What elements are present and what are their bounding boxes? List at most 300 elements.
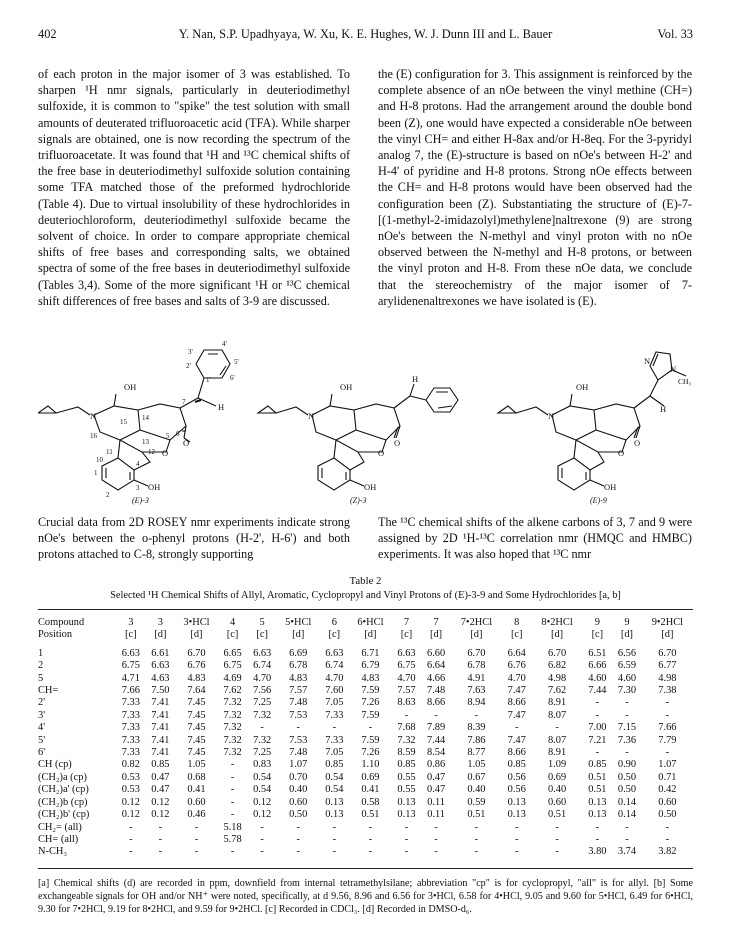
table-cell: 8.07 <box>547 709 567 721</box>
table-cell: 6.71 <box>361 647 380 659</box>
table-cell: 0.85 <box>325 759 344 771</box>
table-cell: 0.14 <box>617 809 637 821</box>
table-cell: 7.45 <box>187 722 206 734</box>
table-cell: 7.48 <box>289 747 308 759</box>
table-cell: [d] <box>550 629 564 641</box>
table-cell: 0.83 <box>253 759 272 771</box>
table-cell: - <box>515 722 519 734</box>
table-cell: 7.47 <box>507 734 526 746</box>
table-cell: 6.66 <box>588 660 607 672</box>
svg-text:1: 1 <box>94 469 98 477</box>
table-cell: 6.70 <box>467 647 486 659</box>
table-cell: 7.38 <box>658 685 677 697</box>
svg-text:5': 5' <box>234 358 239 366</box>
structure-e3 <box>38 350 230 490</box>
table-cell: 0.69 <box>361 771 380 783</box>
row-label: 4' <box>38 722 46 734</box>
row-label: (CH₂)b (cp) <box>38 796 88 808</box>
table-cell: - <box>555 846 559 858</box>
table-cell: 7 <box>403 617 410 628</box>
table-cell: 6.65 <box>223 647 242 659</box>
table-cell: 7.63 <box>467 685 486 697</box>
table-cell: - <box>555 821 559 833</box>
atom-h-e3: H <box>218 402 225 412</box>
table-cell: 7.59 <box>361 685 380 697</box>
table-cell: 7.45 <box>187 697 206 709</box>
table-cell: 0.56 <box>507 784 526 796</box>
table-cell: 0.12 <box>151 809 170 821</box>
table-cell: 8.66 <box>507 697 526 709</box>
table-cell: - <box>332 722 337 734</box>
table-cell: 0.42 <box>658 784 677 796</box>
table-row <box>38 809 693 821</box>
table-cell: 0.46 <box>187 809 206 821</box>
table-cell: 8.39 <box>467 722 486 734</box>
table-cell: 0.14 <box>617 796 637 808</box>
table-cell: 4.70 <box>507 672 526 684</box>
table-cell: 0.82 <box>121 759 140 771</box>
table-row <box>38 697 693 709</box>
table-cell: 0.12 <box>151 796 170 808</box>
table-cell: - <box>230 796 235 808</box>
table-cell: 0.51 <box>588 784 607 796</box>
table-row <box>38 685 693 697</box>
table-row <box>38 735 693 747</box>
table-cell: 7.47 <box>507 709 526 721</box>
table-cell: 6.64 <box>427 660 446 672</box>
table-cell: - <box>474 833 479 845</box>
table-cell: 6.63 <box>253 647 272 659</box>
atom-oh2-z3: OH <box>364 482 377 492</box>
atom-o-e9: O <box>618 448 625 458</box>
atom-oh2-e3: OH <box>148 482 161 492</box>
table-cell: 7.62 <box>547 685 567 697</box>
table-row <box>38 673 693 685</box>
table-cell: 7.05 <box>325 697 344 709</box>
table-cell: - <box>158 846 163 858</box>
table-cell: - <box>434 821 438 833</box>
table-cell: 8.63 <box>397 697 416 709</box>
table-cell: 7 <box>433 617 439 628</box>
table-cell: 7.33 <box>121 734 140 746</box>
atom-oh2-e9: OH <box>604 482 617 492</box>
table-cell: 6.78 <box>467 660 486 672</box>
atom-h-z3: H <box>412 374 419 384</box>
table-cell: - <box>230 759 235 771</box>
table-cell: 6.61 <box>151 647 170 659</box>
table-cell: 7.26 <box>361 747 380 759</box>
table-cell: 8.77 <box>467 747 486 759</box>
table-cell: - <box>332 833 337 845</box>
atom-o-e3: O <box>162 448 169 458</box>
label-z3: (Z)-3 <box>350 496 367 505</box>
svg-text:6: 6 <box>176 430 180 438</box>
atom-n-e9: N <box>548 411 555 421</box>
table-cell: - <box>296 821 300 833</box>
table-cell: 7.57 <box>397 685 416 697</box>
atom-oh-e3: OH <box>124 382 137 392</box>
table-cell: 0.51 <box>467 809 486 821</box>
table-cell: - <box>474 846 479 858</box>
table-cell: 7.45 <box>187 747 206 759</box>
table-cell: 1.05 <box>187 759 206 771</box>
atom-keto-o-e9: O <box>634 438 641 448</box>
table-cell: 0.12 <box>253 809 272 821</box>
table-cell: 4 <box>229 617 236 628</box>
table-cell: 7.33 <box>121 722 140 734</box>
table-cell: 0.11 <box>427 809 445 821</box>
table-cell: 7•2HCl <box>460 617 493 628</box>
table-cell: 4.70 <box>253 672 272 684</box>
table-cell: [d] <box>190 629 203 641</box>
body-text-right: the (E) configuration for 3. This assignment is reinforced by the complete absence of an nOe between the vinyl methine (CH=) and H-8 protons. Had the arrangement around the double bond been (Z), one would have expected a considerable nOe between the vinyl CH= and either H-8ax and/or H-8eq. For the 3-pyridyl analog 7, the (E)-structure is based on nOe's between H-2' and H-4' of pyridine and H-8 protons. Strong nOe effects between the CH= and H-8 protons would have been observed had the configuration been (Z). Substantiating the structure of (E)-7-[(1-methyl-2-imidazolyl)methylene]naltrexone (9) are strong nOe's between the N-methyl and vinyl proton with no nOe observed between the N-methyl and H-8 protons, or between the vinyl proton and H-8. From these nOe data, we conclude that the stereochemistry of the major isomer of 7-arylidenenaltrexones we have isolated is (E). <box>378 67 692 308</box>
table-cell: 6.76 <box>187 660 206 672</box>
table-cell: 3.82 <box>658 846 677 858</box>
table-cell: 0.54 <box>325 771 344 783</box>
table-cell: 7.33 <box>325 709 344 721</box>
table-cell: 7.00 <box>588 722 607 734</box>
table-cell: - <box>260 821 264 833</box>
table-cell: 4.70 <box>397 672 416 684</box>
table-cell: 0.70 <box>289 771 308 783</box>
table-cell: 8.54 <box>427 747 446 759</box>
table-cell: 0.13 <box>325 809 344 821</box>
body-text-left-2: Crucial data from 2D ROSEY nmr experiments indicate strong nOe's between the o-phenyl protons (H-2', H-6') and both protons attached to C-8, strongly supporting <box>38 515 350 562</box>
table-cell: 7.68 <box>397 722 416 734</box>
table-cell: 0.12 <box>121 809 140 821</box>
table-cell: 8.91 <box>547 697 567 709</box>
table-cell: - <box>230 784 235 796</box>
table-cell: 0.47 <box>427 771 446 783</box>
table-cell: 0.51 <box>547 809 567 821</box>
atom-oh-z3: OH <box>340 382 353 392</box>
table-cell: - <box>474 821 479 833</box>
atom-o-z3: O <box>378 448 385 458</box>
table-cell: 0.53 <box>121 771 140 783</box>
table-cell: 6.74 <box>325 660 344 672</box>
table-cell: 0.85 <box>588 759 607 771</box>
table-cell: - <box>194 833 199 845</box>
table-cell: [d] <box>364 629 377 641</box>
table-cell: 7.56 <box>253 685 272 697</box>
atom-oh-e9: OH <box>576 382 589 392</box>
svg-text:6': 6' <box>230 374 235 382</box>
table-cell: 7.32 <box>397 734 416 746</box>
table-cell: 0.50 <box>658 809 677 821</box>
atom-n-imidazole-top: N <box>644 356 651 366</box>
table-cell: 0.69 <box>547 771 567 783</box>
running-header <box>38 27 693 43</box>
table-cell: 0.50 <box>289 809 308 821</box>
atom-keto-o-z3: O <box>394 438 401 448</box>
table-cell: - <box>665 709 670 721</box>
table-cell: 7.47 <box>507 685 526 697</box>
table-cell: - <box>595 833 600 845</box>
table-cell: - <box>129 846 133 858</box>
table-row <box>38 648 693 660</box>
row-label: 2 <box>38 660 44 672</box>
table-cell: 7.26 <box>361 697 380 709</box>
table-footnote: [a] Chemical shifts (d) are recorded in ppm, downfield from internal tetramethylsilane; abbreviation "cp" is for cyclopropyl, "all" is for allyl. [b] Some exchangeable signals for OH and/or NH⁺ were noted, specifically, at d 9.56, 8.96 and 6.56 for 3•HCl, 6.58 for 4•HCl, 9.05 and 9.60 for 5•HCl, 6.49 for 6•HCl, 9.30 for 7•2HCl, 9.19 for 8•2HCl, and 9.59 for 9•2HCl. [c] Recorded in CDCl₃. [d] Recorded in DMSO-d₆. <box>38 878 693 915</box>
row-label: CH₂= (all) <box>38 821 82 833</box>
table-subtitle: Selected ¹H Chemical Shifts of Allyl, Aromatic, Cyclopropyl and Vinyl Protons of (E)-3-9 and Some Hydrochlorides [a, b] <box>110 590 621 601</box>
table-cell: 3.74 <box>617 846 637 858</box>
table-cell: 0.50 <box>617 771 637 783</box>
table-cell: - <box>404 709 409 721</box>
table-cell: 0.12 <box>253 796 272 808</box>
table-cell: 7.32 <box>223 709 242 721</box>
svg-text:16: 16 <box>90 432 97 440</box>
table-cell: 0.85 <box>397 759 416 771</box>
table-cell: - <box>625 747 629 759</box>
table-cell: 6.70 <box>187 647 206 659</box>
table-row <box>38 784 693 796</box>
table-cell: 8.66 <box>507 747 526 759</box>
table-cell: 0.13 <box>397 796 416 808</box>
table-cell: 0.13 <box>507 796 526 808</box>
table-cell: - <box>625 833 629 845</box>
table-cell: 7.41 <box>151 722 170 734</box>
table-cell: [c] <box>591 629 604 641</box>
table-cell: 6.63 <box>151 660 170 672</box>
svg-text:1': 1' <box>206 376 211 384</box>
body-text-left: of each proton in the major isomer of 3 was established. To sharpen ¹H nmr signals, particularly in deuteriodimethyl sulfoxide, it is common to "spike" the test solution with small amounts of deuterated trifluoroacetic acid (TFA). While sharper signals are obtained, one is now recording the spectrum of the trifluoroacetate. It was found that ¹H and ¹³C chemical shifts of the free base in deuteriodimethyl sulfoxide solution containing some TFA matched those of the preformed hydrochloride (Table 4). Due to virtual insolubility of these hydrochlorides in deuteriochloroform, deuteriodimethyl sulfoxide became the solvent of choice. In order to compare appropriate chemical shifts of free bases and corresponding salts, we obtained spectra of some of the free bases in deuteriodimethyl sulfoxide (Tables 3,4). Some of the more significant ¹H or ¹³C chemical shift differences of free bases and salts of 3-9 are discussed. <box>38 67 350 308</box>
table-cell: 3•HCl <box>183 617 210 628</box>
table-cell: 5 <box>259 617 265 628</box>
table-cell: - <box>332 821 337 833</box>
svg-text:15: 15 <box>120 418 127 426</box>
table-cell: 0.55 <box>397 784 416 796</box>
table-cell: 6.63 <box>121 647 140 659</box>
svg-text:4: 4 <box>136 460 140 468</box>
table-cell: 7.53 <box>289 734 308 746</box>
page-number: 402 <box>38 27 57 41</box>
table-cell: - <box>665 821 670 833</box>
table-cell: - <box>129 833 133 845</box>
table-cell: 8 <box>514 617 520 628</box>
table-cell: 7.57 <box>289 685 308 697</box>
table-cell: 9•2HCl <box>651 617 684 628</box>
row-label: 6' <box>38 747 46 759</box>
table-cell: 0.85 <box>151 759 170 771</box>
table-cell: 6.70 <box>547 647 567 659</box>
table-cell: 5•HCl <box>285 617 312 628</box>
table-cell: - <box>368 833 373 845</box>
table-cell: 7.62 <box>223 685 242 697</box>
table-cell: - <box>368 722 373 734</box>
table-cell: 7.45 <box>187 734 206 746</box>
table-cell: 0.11 <box>427 796 445 808</box>
table-cell: 0.40 <box>289 784 308 796</box>
table-row <box>38 797 693 809</box>
row-label: CH= <box>38 685 59 697</box>
running-authors: Y. Nan, S.P. Upadhyaya, W. Xu, K. E. Hughes, W. J. Dunn III and L. Bauer <box>178 27 553 41</box>
table-row <box>38 834 693 846</box>
table-cell: 5.18 <box>223 821 242 833</box>
table-cell: 0.41 <box>187 784 206 796</box>
table-cell: 6 <box>331 617 337 628</box>
table-cell: 0.60 <box>289 796 308 808</box>
table-cell: 0.51 <box>588 771 607 783</box>
atom-keto-o-e3: O <box>183 438 190 448</box>
table-cell: 4.69 <box>223 672 242 684</box>
table-cell: 0.58 <box>361 796 380 808</box>
table-cell: 9 <box>624 617 630 628</box>
table-cell: 4.83 <box>361 672 380 684</box>
table-cell: 7.89 <box>427 722 446 734</box>
table-cell: - <box>434 709 438 721</box>
table-cell: 9 <box>594 617 600 628</box>
table-cell: 5.78 <box>223 833 242 845</box>
table-cell: 7.05 <box>325 747 344 759</box>
table-cell: 6.76 <box>507 660 526 672</box>
table-cell: 7.33 <box>121 697 140 709</box>
table-cell: [d] <box>470 629 483 641</box>
row-label: 2' <box>38 697 46 709</box>
table-title: Table 2 <box>349 575 382 587</box>
table-cell: 3 <box>157 617 163 628</box>
table-cell: 0.53 <box>121 784 140 796</box>
table-cell: 4.70 <box>325 672 344 684</box>
table-cell: 8.91 <box>547 747 567 759</box>
chemical-structures <box>38 340 693 505</box>
table-cell: 7.79 <box>658 734 677 746</box>
table-cell: 3.80 <box>588 846 607 858</box>
table-cell: 4.98 <box>547 672 567 684</box>
atom-n-e3: N <box>90 411 97 421</box>
table-cell: 7.32 <box>253 734 272 746</box>
table-cell: [c] <box>226 629 239 641</box>
table-cell: - <box>515 846 519 858</box>
table-cell: - <box>665 747 670 759</box>
table-cell: 0.56 <box>507 771 526 783</box>
table-cell: 7.25 <box>253 697 272 709</box>
table-cell: - <box>404 846 409 858</box>
table-row <box>38 747 693 759</box>
table-cell: 6.69 <box>289 647 308 659</box>
table-cell: - <box>595 709 600 721</box>
header-row-position <box>38 629 693 641</box>
svg-text:2: 2 <box>106 491 110 499</box>
table-row <box>38 846 693 858</box>
table-cell: 6.70 <box>658 647 677 659</box>
row-label: CH (cp) <box>38 759 72 771</box>
atom-ch3-e9: CH₃ <box>678 377 692 386</box>
table-cell: 8.66 <box>427 697 446 709</box>
table-cell: - <box>474 709 479 721</box>
table-cell: 0.86 <box>427 759 446 771</box>
table-cell: 7.44 <box>427 734 446 746</box>
table-cell: - <box>296 846 300 858</box>
table-cell: - <box>368 846 373 858</box>
svg-text:12: 12 <box>148 448 155 456</box>
table-cell: 0.13 <box>588 796 607 808</box>
table-cell: 6.75 <box>121 660 140 672</box>
row-label: 5' <box>38 734 46 746</box>
table-cell: 7.41 <box>151 747 170 759</box>
table-cell: - <box>404 833 409 845</box>
table-cell: 0.54 <box>253 784 272 796</box>
atom-n-z3: N <box>308 411 315 421</box>
table-cell: 4.60 <box>617 672 637 684</box>
table-row <box>38 710 693 722</box>
svg-text:3: 3 <box>136 484 140 492</box>
table-cell: - <box>595 747 600 759</box>
table-cell: 0.50 <box>617 784 637 796</box>
table-cell: 6.51 <box>588 647 607 659</box>
table-cell: 0.40 <box>467 784 486 796</box>
table-cell: 0.59 <box>467 796 486 808</box>
structure-z3 <box>258 384 458 490</box>
table-cell: 7.25 <box>253 747 272 759</box>
table-bottom-rule <box>38 868 693 869</box>
atom-h-e9: H <box>660 404 667 414</box>
table-cell: 7.59 <box>361 709 380 721</box>
table-cell: 8.07 <box>547 734 567 746</box>
table-cell: - <box>404 821 409 833</box>
table-cell: - <box>555 833 559 845</box>
table-cell: [c] <box>256 629 268 641</box>
table-cell: 7.50 <box>151 685 170 697</box>
body-text-right-2: The ¹³C chemical shifts of the alkene carbons of 3, 7 and 9 were assigned by 2D ¹H-¹³C correlation nmr (HMQC and HMBC) experiments. It was also hoped that ¹³C nmr <box>378 515 692 562</box>
table-cell: - <box>332 846 337 858</box>
table-cell: 4.91 <box>467 672 486 684</box>
table-cell: 7.32 <box>223 697 242 709</box>
row-label: (CH₂)a (cp) <box>38 771 87 783</box>
table-cell: 6.79 <box>361 660 380 672</box>
table-cell: 0.60 <box>658 796 677 808</box>
table-cell: - <box>665 697 670 709</box>
table-cell: - <box>625 821 629 833</box>
table-cell: 6.78 <box>289 660 308 672</box>
table-cell: 4.66 <box>427 672 446 684</box>
table-cell: [c] <box>400 629 413 641</box>
table-cell: 8.59 <box>397 747 416 759</box>
row-label: CH= (all) <box>38 833 79 845</box>
table-cell: 8.94 <box>467 697 486 709</box>
table-cell: 0.90 <box>617 759 637 771</box>
table-cell: 6.64 <box>507 647 526 659</box>
table-cell: 4.63 <box>151 672 170 684</box>
table-cell: 0.47 <box>427 784 446 796</box>
table-row <box>38 759 693 771</box>
table-cell: 7.64 <box>187 685 206 697</box>
table-cell: 0.68 <box>187 771 206 783</box>
table-cell: - <box>515 821 519 833</box>
table-cell: 7.33 <box>325 734 344 746</box>
table-cell: 0.41 <box>361 784 380 796</box>
shift-table <box>38 617 693 859</box>
table-row <box>38 660 693 672</box>
table-cell: 7.21 <box>588 734 607 746</box>
table-cell: 7.48 <box>289 697 308 709</box>
table-cell: 6•HCl <box>357 617 384 628</box>
row-label: 1 <box>38 647 44 659</box>
table-cell: - <box>595 697 600 709</box>
table-cell: [d] <box>620 629 634 641</box>
table-cell: - <box>129 821 133 833</box>
volume-label: Vol. 33 <box>657 27 693 41</box>
svg-text:7: 7 <box>182 398 186 406</box>
svg-text:3': 3' <box>188 348 193 356</box>
table-cell: - <box>194 846 199 858</box>
table-cell: - <box>434 833 438 845</box>
table-cell: 7.32 <box>223 734 242 746</box>
table-cell: 1.05 <box>467 759 486 771</box>
table-cell: 1.07 <box>289 759 308 771</box>
table-cell: 7.48 <box>427 685 446 697</box>
table-cell: 7.53 <box>289 709 308 721</box>
